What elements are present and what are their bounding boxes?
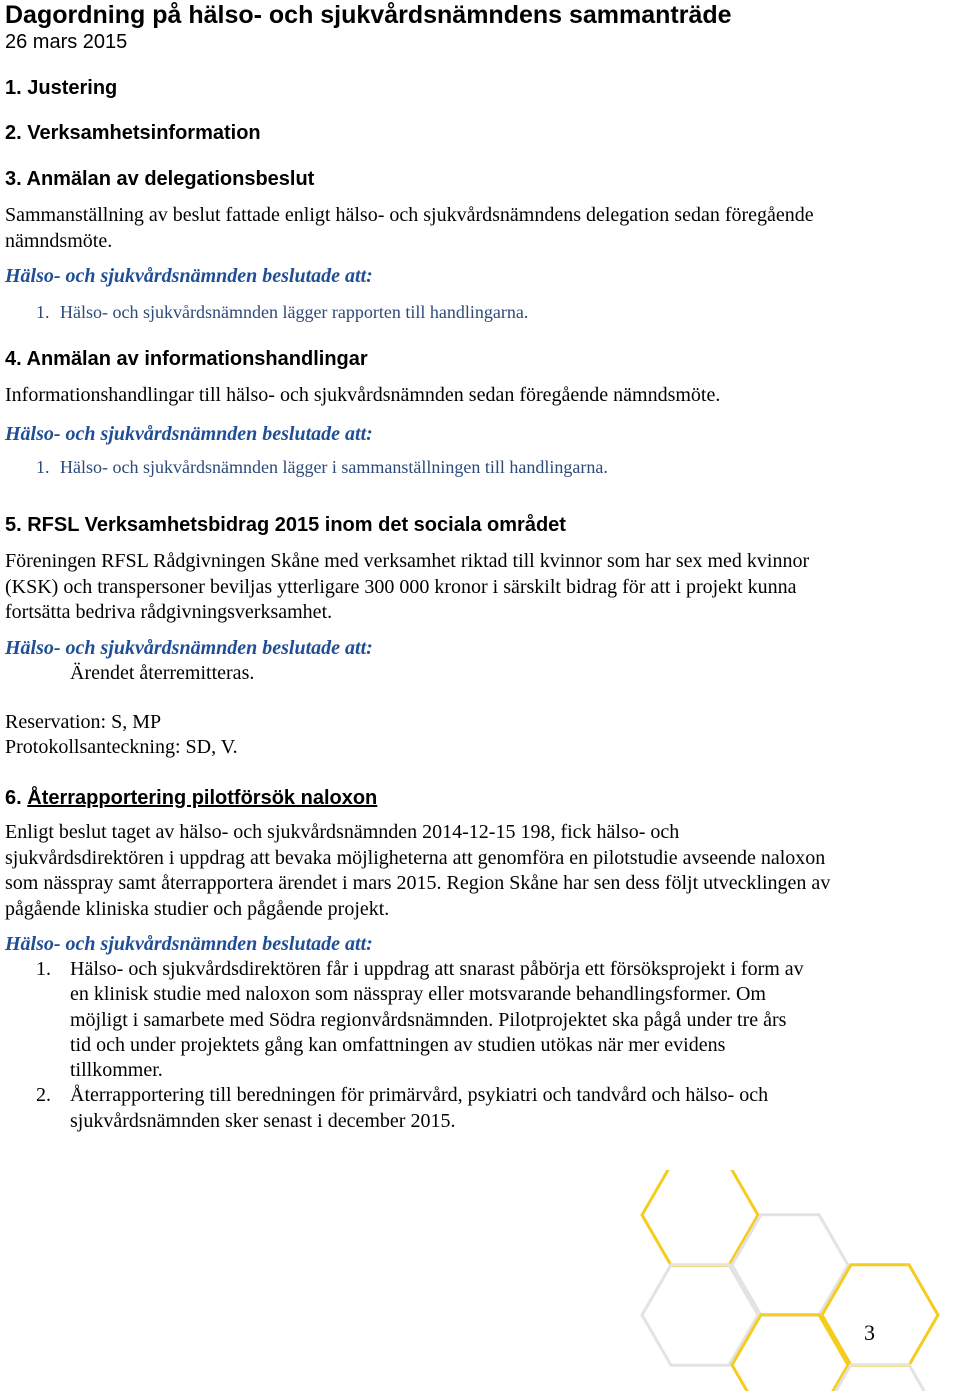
agenda-heading-5: 5. RFSL Verksamhetsbidrag 2015 inom det sociala området <box>5 514 566 536</box>
agenda-heading-1: 1. Justering <box>5 77 118 99</box>
page-title: Dagordning på hälso- och sjukvårdsnämndens sammanträde <box>5 1 732 29</box>
decision-label-4: Hälso- och sjukvårdsnämnden beslutade att: <box>5 423 373 445</box>
decision-label-6: Hälso- och sjukvårdsnämnden beslutade att: <box>5 933 373 955</box>
decision-label-5: Hälso- och sjukvårdsnämnden beslutade att: <box>5 637 373 659</box>
decision-text-5: Ärendet återremitteras. <box>70 662 255 684</box>
list-text: Hälso- och sjukvårdsdirektören får i uppdrag att snarast påbörja ett försöksprojekt i form av en klinisk studie med naloxon som nässpray eller motsvarande behandlingsformer. Om möjligt i samarbete med Södra regionvårdsnämnden. Pilotprojektet ska pågå under tre års tid och under projektets gång kan omfattningen av studien utökas när mer evidens tillkommer. <box>70 958 804 1082</box>
heading-number: 6. <box>5 787 28 809</box>
decision-text: Hälso- och sjukvårdsnämnden lägger i sammanställningen till handlingarna. <box>60 457 608 477</box>
list-item <box>5 1083 805 1134</box>
list-item <box>5 957 805 1083</box>
hexagon-yellow-middle <box>732 1315 848 1391</box>
page-number: 3 <box>864 1320 875 1345</box>
protocol-note: Protokollsanteckning: SD, V. <box>5 736 238 758</box>
agenda-text-5: Föreningen RFSL Rådgivningen Skåne med verksamhet riktad till kvinnor som har sex med kvinnor (KSK) och transpersoner beviljas ytterligare 300 000 kronor i särskilt bidrag för att i projekt kunna fortsätta bedriva rådgivningsverksamhet. <box>5 550 810 623</box>
meeting-date: 26 mars 2015 <box>5 31 128 53</box>
agenda-heading-2: 2. Verksamhetsinformation <box>5 122 261 144</box>
agenda-text-6: Enligt beslut taget av hälso- och sjukvårdsnämnden 2014-12-15 198, fick hälso- och sjukvårdsdirektören i uppdrag att bevaka möjligheterna att genomföra en pilotstudie avseende naloxon som nässpray samt återrapportera ärendet i mars 2015. Region Skåne har sen dess följt utvecklingen av pågående kliniska studier och pågående projekt. <box>5 821 831 920</box>
agenda-text-3: Sammanställning av beslut fattade enligt hälso- och sjukvårdsnämndens delegation sedan föregående nämndsmöte. <box>5 204 814 252</box>
decision-item-3-1 <box>36 301 528 323</box>
agenda-heading-4: 4. Anmälan av informationshandlingar <box>5 348 368 370</box>
decision-number: 1. <box>36 302 50 322</box>
agenda-text-4: Informationshandlingar till hälso- och sjukvårdsnämnden sedan föregående nämndsmöte. <box>5 384 721 406</box>
heading-title: Återrapportering pilotförsök naloxon <box>27 787 378 809</box>
decision-label-3: Hälso- och sjukvårdsnämnden beslutade att: <box>5 265 373 287</box>
list-text: Återrapportering till beredningen för primärvård, psykiatri och tandvård och hälso- och sjukvårdsnämnden sker senast i december 2015. <box>70 1084 769 1132</box>
list-number: 2. <box>36 1084 51 1107</box>
list-number: 1. <box>36 958 51 980</box>
agenda-heading-3: 3. Anmälan av delegationsbeslut <box>5 168 315 190</box>
reservation: Reservation: S, MP <box>5 711 162 733</box>
decision-number: 1. <box>36 457 50 477</box>
honeycomb-decoration <box>600 1170 960 1391</box>
decision-item-4-1 <box>36 456 608 478</box>
decision-text: Hälso- och sjukvårdsnämnden lägger rapporten till handlingarna. <box>60 302 529 322</box>
decision-list-6 <box>5 957 805 1134</box>
agenda-heading-6 <box>5 786 377 810</box>
